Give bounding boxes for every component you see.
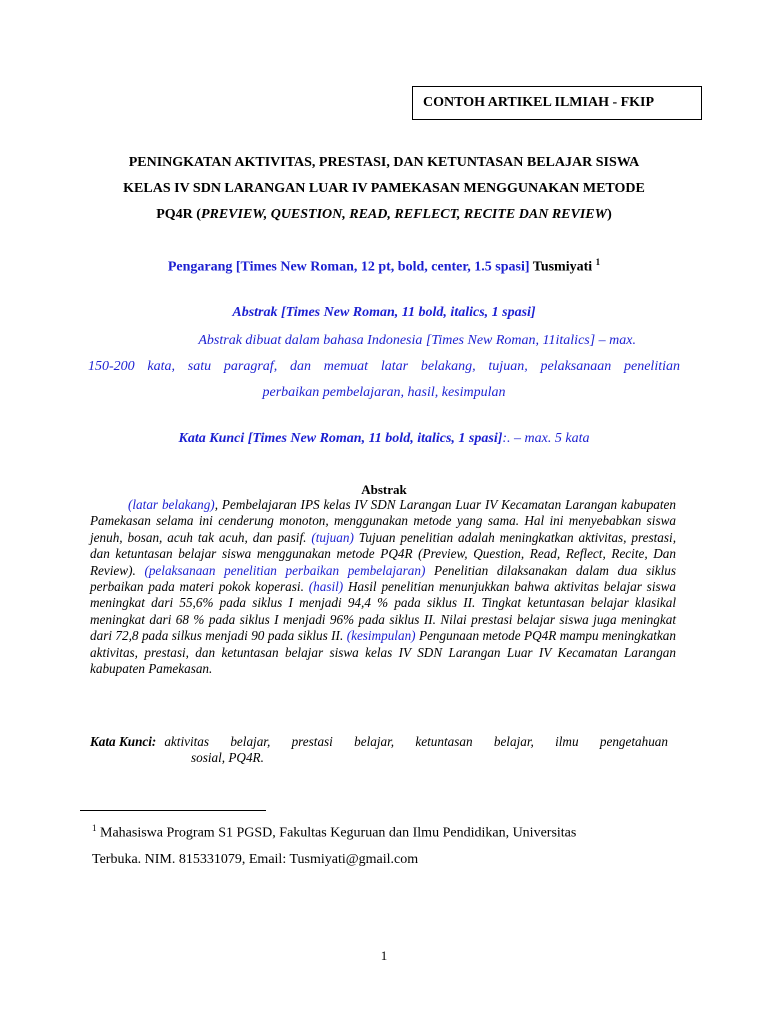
footnote-line-2: Terbuka. NIM. 815331079, Email: Tusmiyati@gmail.com	[92, 851, 419, 867]
abstract-guide-line-1: Abstrak dibuat dalam bahasa Indonesia [Times New Roman, 11italics] – max.	[198, 333, 636, 348]
keywords-label: Kata Kunci:	[90, 734, 157, 749]
tag-result: (hasil)	[308, 579, 344, 595]
footnote-mark: 1	[92, 823, 97, 833]
abstract-paragraph	[90, 497, 676, 677]
keywords-values-line-1: aktivitas belajar, prestasi belajar, ketuntasan belajar, ilmu pengetahuan	[164, 734, 668, 749]
keywords-values-line-2: sosial, PQ4R.	[191, 750, 264, 766]
tag-background: (latar belakang)	[128, 497, 215, 512]
title-line-1: PENINGKATAN AKTIVITAS, PRESTASI, DAN KETUNTASAN BELAJAR SISWA	[128, 155, 640, 170]
text-purpose: Tujuan penelitian adalah meningkatkan aktivitas, prestasi, dan ketuntasan belajar siswa menggunakan metode PQ4R (Preview, Question, Read, Reflect, Recite, Dan Review).	[90, 529, 676, 578]
footnote	[92, 815, 652, 873]
author-footnote-mark: 1	[595, 257, 601, 267]
abstract-format-guide-title: Abstrak [Times New Roman, 11 bold, italics, 1 spasi]	[232, 305, 536, 320]
abstract-guide-line-3: perbaikan pembelajaran, hasil, kesimpulan	[262, 385, 506, 400]
title-line-3-prefix: PQ4R (	[156, 207, 201, 222]
article-type-box: CONTOH ARTIKEL ILMIAH - FKIP	[412, 86, 702, 120]
author-format-guide: Pengarang [Times New Roman, 12 pt, bold, center, 1.5 spasi]	[167, 259, 530, 275]
author-name: Tusmiyati	[532, 259, 593, 275]
footnote-line-1	[92, 815, 652, 847]
keywords-guide-rest: :. – max. 5 kata	[502, 431, 590, 446]
title-line-3-suffix: )	[607, 207, 612, 222]
text-conclusion: Pengunaan metode PQ4R mampu meningkatkan aktivitas, prestasi, dan ketuntasan belajar siswa kelas IV SDN Larangan Luar IV Kecamatan Larangan kabupaten Pamekasan.	[90, 628, 676, 677]
author-line	[60, 252, 708, 278]
text-result: Hasil penelitian menunjukkan bahwa aktivitas belajar siswa meningkat dari 55,6% pada siklus I menjadi 94,4 % pada siklus II. Tingkat ketuntasan belajar klasikal meningkat dari 68 % pada siklus I menjadi 96% pada siklus II. Nilai prestasi belajar siswa juga meningkat dari 72,8 pada silkus menjadi 90 pada siklus II.	[90, 579, 677, 644]
abstract-format-guide-body	[88, 328, 680, 406]
article-title	[60, 150, 708, 228]
keywords	[90, 734, 668, 767]
title-line-3-italic: PREVIEW, QUESTION, READ, REFLECT, RECITE DAN REVIEW	[200, 207, 608, 222]
text-implementation: Penelitian dilaksanakan dalam dua siklus perbaikan pada materi pokok koperasi.	[90, 562, 677, 595]
text-background: , Pembelajaran IPS kelas IV SDN Larangan Luar IV Kecamatan Larangan kabupaten Pamekasan selama ini cenderung monoton, menggunakan metode yang sama. Hal ini menyebabkan siswa jenuh, bosan, acuh tak acuh, dan pasif.	[90, 497, 676, 545]
footnote-text-1: Mahasiswa Program S1 PGSD, Fakultas Keguruan dan Ilmu Pendidikan, Universitas	[96, 825, 577, 841]
tag-purpose: (tujuan)	[311, 529, 354, 545]
tag-conclusion: (kesimpulan)	[346, 628, 416, 644]
abstract-guide-line-2: 150-200 kata, satu paragraf, dan memuat latar belakang, tujuan, pelaksanaan penelitian	[88, 359, 680, 374]
keywords-guide-bold: Kata Kunci [Times New Roman, 11 bold, italics, 1 spasi]	[178, 431, 503, 446]
title-line-3	[60, 202, 708, 228]
page-number: 1	[380, 948, 388, 963]
footnote-separator	[80, 810, 266, 811]
abstract-heading: Abstrak	[361, 482, 407, 497]
keywords-row	[90, 734, 668, 750]
title-line-2: KELAS IV SDN LARANGAN LUAR IV PAMEKASAN MENGGUNAKAN METODE	[123, 181, 645, 196]
keywords-format-guide	[60, 429, 708, 449]
tag-implementation: (pelaksanaan penelitian perbaikan pembelajaran)	[144, 562, 426, 578]
